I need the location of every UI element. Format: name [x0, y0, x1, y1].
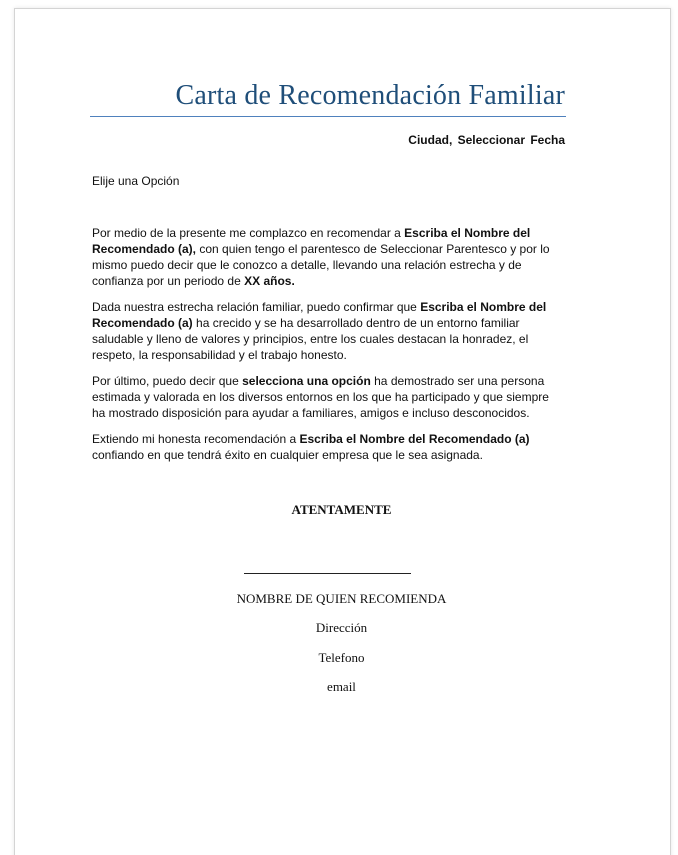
- paragraph-text: ha crecido y se ha desarrollado dentro de un entorno familiar saludable y lleno de valores y principios, entre los cuales destacan la honradez, el respeto, la responsabilidad y el trabajo honesto.: [92, 316, 529, 362]
- paragraph-2: [92, 299, 558, 363]
- paragraph-text: ha demostrado ser una persona estimada y valorada en los diversos entornos en los que ha participado y que siempre ha mostrado disposición para ayudar a familiares, amigos e incluso desconocidos.: [92, 374, 549, 420]
- salutation-option-field[interactable]: Elije una Opción: [92, 174, 180, 188]
- title-underline: [90, 116, 566, 117]
- paragraph-text: con quien tengo el parentesco de Seleccionar Parentesco y por lo mismo puedo decir que le conozco a detalle, llevando una relación estrecha y de confianza por un periodo de: [92, 242, 550, 288]
- recommended-name-field[interactable]: Escriba el Nombre del Recomendado (a): [299, 432, 530, 446]
- paragraph-text: Por último, puedo decir que: [92, 374, 243, 388]
- recommended-name-field[interactable]: Escriba el Nombre del Recomendado (a): [92, 300, 547, 330]
- paragraph-text: Extiendo mi honesta recomendación a: [92, 432, 300, 446]
- signer-name: NOMBRE DE QUIEN RECOMIENDA: [236, 591, 447, 606]
- recommended-name-field[interactable]: Escriba el Nombre del Recomendado (a),: [92, 226, 531, 256]
- signer-phone: Telefono: [318, 650, 365, 665]
- paragraph-4: [92, 431, 558, 463]
- paragraph-text: confiando en que tendrá éxito en cualquier empresa que le sea asignada.: [92, 448, 483, 462]
- paragraph-text: Por medio de la presente me complazco en recomendar a: [92, 226, 405, 240]
- option-select-field[interactable]: selecciona una opción: [242, 374, 371, 388]
- city-date-field[interactable]: Ciudad, Seleccionar Fecha: [408, 133, 565, 147]
- years-field[interactable]: XX años.: [244, 274, 295, 288]
- signer-address: Dirección: [315, 620, 368, 635]
- paragraph-1: [92, 225, 558, 289]
- letter-title: Carta de Recomendación Familiar: [175, 80, 565, 111]
- letter-body: [92, 225, 558, 473]
- paragraph-3: [92, 373, 558, 421]
- paragraph-text: Dada nuestra estrecha relación familiar, puedo confirmar que: [92, 300, 421, 314]
- signer-email: email: [327, 679, 356, 694]
- closing-text: ATENTAMENTE: [291, 502, 392, 517]
- signature-line: [244, 573, 411, 574]
